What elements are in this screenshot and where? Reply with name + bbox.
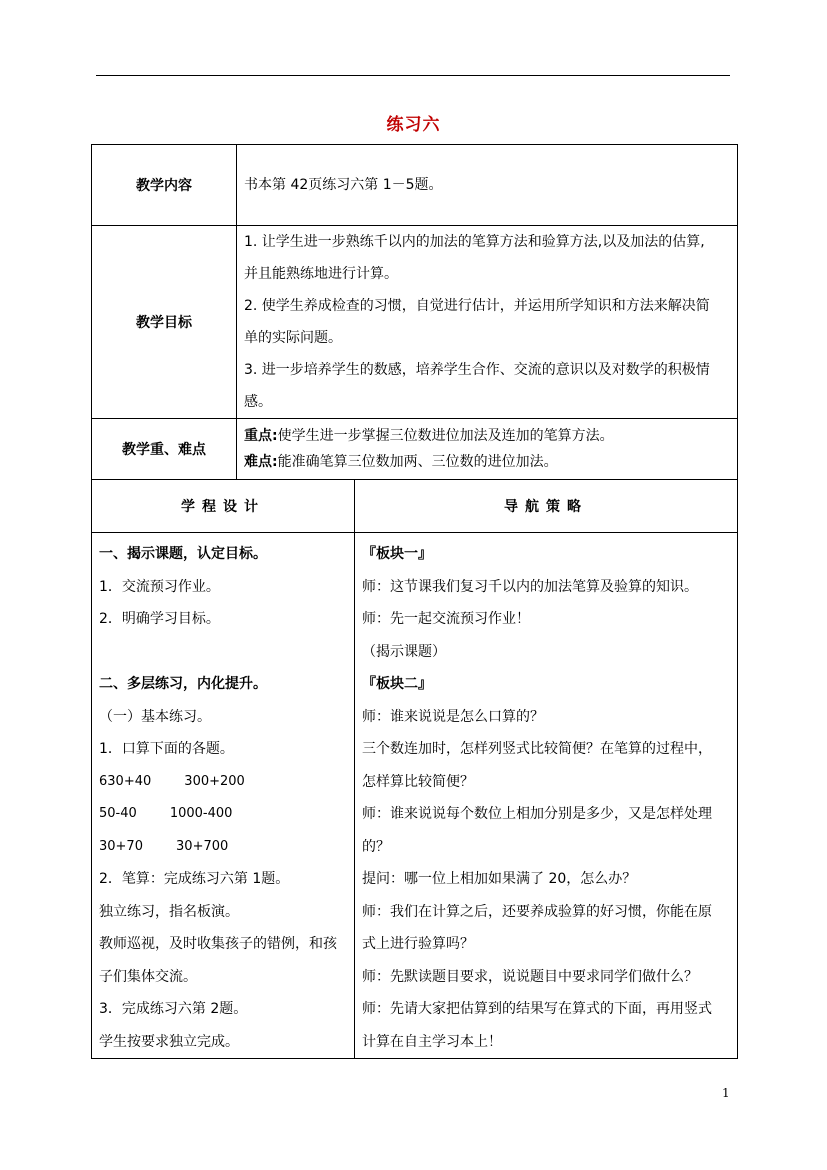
list-item: 提问：哪一位上相加如果满了 20，怎么办？: [362, 871, 637, 887]
list-item: 教师巡视，及时收集孩子的错例，和孩: [99, 936, 337, 952]
header-rule: [96, 75, 730, 76]
list-item: 一、揭示课题，认定目标。: [99, 546, 267, 562]
list-item: 计算在自主学习本上！: [362, 1033, 502, 1050]
table-row: [92, 226, 738, 419]
difficulty-text: 能准确笔算三位数加两、三位数的进位加法。: [277, 454, 558, 470]
table-header-row: [92, 480, 738, 533]
goals-value: [237, 226, 738, 419]
list-item: 师：先请大家把估算到的结果写在算式的下面，再用竖式: [362, 1001, 712, 1017]
list-item: 3．完成练习六第 2题。: [99, 1001, 248, 1017]
table-row: [92, 145, 738, 226]
list-item: 的？: [362, 838, 390, 855]
list-item: 师：先默读题目要求，说说题目中要求同学们做什么？: [362, 968, 698, 985]
learning-design-cell: [92, 533, 355, 1059]
goal-line: 1. 让学生进一步熟练千以内的加法的笔算方法和验算方法,以及加法的估算,: [244, 234, 705, 250]
list-item: 师：谁来说说每个数位上相加分别是多少，又是怎样处理: [362, 806, 712, 822]
page-number: 1: [722, 1086, 730, 1100]
list-item: 独立练习，指名板演。: [99, 903, 239, 920]
list-item: 三个数连加时，怎样列竖式比较简便？在笔算的过程中，: [362, 741, 712, 757]
list-item: 1．交流预习作业。: [99, 578, 220, 595]
list-item: （揭示课题）: [362, 643, 446, 660]
list-item: 2．明确学习目标。: [99, 611, 220, 627]
header-learning-design: 学程设计: [92, 480, 355, 533]
list-item: [99, 636, 348, 669]
list-item: 50-40 1000-400: [99, 806, 233, 821]
list-item: 师：我们在计算之后，还要养成验算的好习惯，你能在原: [362, 903, 712, 920]
list-item: （一）基本练习。: [99, 708, 211, 725]
key-points-label: 教学重、难点: [92, 419, 237, 480]
list-item: 630+40 300+200: [99, 773, 245, 789]
list-item: 子们集体交流。: [99, 968, 197, 985]
goal-line: 单的实际问题。: [244, 330, 342, 346]
goal-line: 感。: [244, 394, 272, 410]
content-label: 教学内容: [92, 145, 237, 226]
difficulty-label: 难点:: [244, 454, 278, 470]
list-item: 『板块一』: [362, 546, 432, 562]
table-row: [92, 419, 738, 480]
key-point-label: 重点:: [244, 428, 278, 444]
key-point-line: [244, 423, 731, 449]
key-points-value: [237, 419, 738, 480]
goals-label: 教学目标: [92, 226, 237, 419]
key-point-text: 使学生进一步掌握三位数进位加法及连加的笔算方法。: [277, 428, 614, 444]
difficulty-line: [244, 449, 731, 475]
table-row: [92, 533, 738, 1059]
lesson-process-table: [91, 479, 738, 1059]
navigation-strategy-cell: [355, 533, 738, 1059]
list-item: 1．口算下面的各题。: [99, 741, 234, 757]
header-navigation-strategy: 导航策略: [355, 480, 738, 533]
list-item: 怎样算比较简便？: [362, 773, 474, 790]
lesson-info-table: [91, 144, 738, 480]
document-title: 练习六: [386, 115, 441, 135]
list-item: 二、多层练习，内化提升。: [99, 676, 267, 692]
list-item: 『板块二』: [362, 676, 432, 692]
list-item: 30+70 30+700: [99, 838, 229, 854]
list-item: 师：这节课我们复习千以内的加法笔算及验算的知识。: [362, 578, 698, 595]
content-value: 书本第 42页练习六第 1－5题。: [237, 145, 738, 226]
list-item: 师：谁来说说是怎么口算的？: [362, 708, 544, 725]
goal-line: 2. 使学生养成检查的习惯，自觉进行估计，并运用所学知识和方法来解决简: [244, 298, 710, 314]
list-item: 2．笔算：完成练习六第 1题。: [99, 871, 290, 887]
list-item: 式上进行验算吗？: [362, 936, 474, 952]
list-item: 学生按要求独立完成。: [99, 1033, 239, 1050]
list-item: 师：先一起交流预习作业！: [362, 611, 530, 627]
goal-line: 3. 进一步培养学生的数感，培养学生合作、交流的意识以及对数学的积极情: [244, 362, 710, 378]
goal-line: 并且能熟练地进行计算。: [244, 266, 398, 282]
